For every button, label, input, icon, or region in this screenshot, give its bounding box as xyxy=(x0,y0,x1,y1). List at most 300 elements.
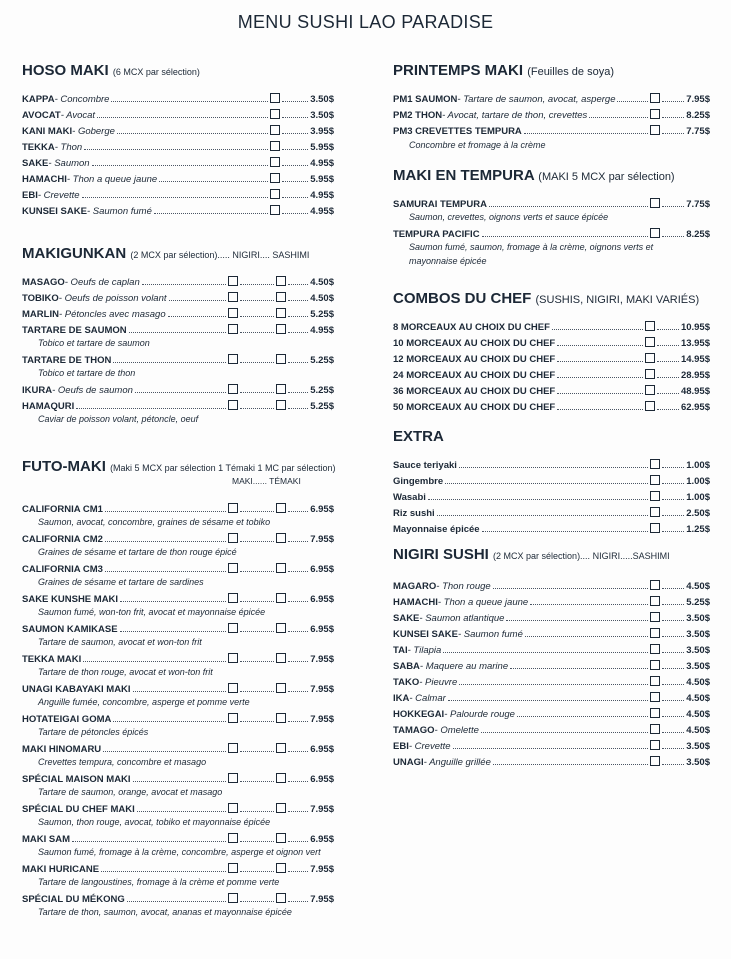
dotted-leader xyxy=(240,541,274,542)
order-checkbox[interactable] xyxy=(270,141,280,151)
dotted-leader xyxy=(445,483,648,484)
order-checkbox[interactable] xyxy=(645,369,655,379)
dotted-leader xyxy=(84,149,268,150)
nigiri-checkbox[interactable] xyxy=(228,533,238,543)
order-checkbox[interactable] xyxy=(645,321,655,331)
nigiri-checkbox[interactable] xyxy=(228,773,238,783)
item-name: Riz sushi xyxy=(393,508,435,519)
dotted-leader xyxy=(105,571,226,572)
menu-item-row xyxy=(393,89,710,105)
dotted-leader xyxy=(282,165,308,166)
dotted-leader xyxy=(530,604,648,605)
item-name: PM3 CREVETTES TEMPURA xyxy=(393,126,522,137)
item-price: 6.95$ xyxy=(310,624,334,635)
item-name: TARTARE DE SAUMON xyxy=(22,325,127,336)
item-price: 3.50$ xyxy=(686,613,710,624)
dotted-leader xyxy=(133,691,227,692)
item-note: Saumon fumé, won-ton frit, avocat et mayonnaise épicée xyxy=(38,607,266,617)
menu-item-row xyxy=(22,589,334,605)
nigiri-checkbox[interactable] xyxy=(228,276,238,286)
item-price: 4.95$ xyxy=(310,158,334,169)
hoso-maki-heading xyxy=(22,62,200,79)
item-price: 7.95$ xyxy=(686,94,710,105)
dotted-leader xyxy=(288,408,308,409)
dotted-leader xyxy=(288,332,308,333)
dotted-leader xyxy=(453,748,649,749)
order-checkbox[interactable] xyxy=(645,385,655,395)
item-description: - Saumon fumé xyxy=(457,629,523,640)
order-checkbox[interactable] xyxy=(650,459,660,469)
item-price: 7.95$ xyxy=(310,804,334,815)
combos-heading xyxy=(393,290,699,307)
printemps-maki-title: PRINTEMPS MAKI xyxy=(393,62,524,79)
item-price: 3.50$ xyxy=(310,110,334,121)
hoso-maki-title: HOSO MAKI xyxy=(22,62,109,79)
item-price: 7.95$ xyxy=(310,864,334,875)
nigiri-checkbox[interactable] xyxy=(228,713,238,723)
order-checkbox[interactable] xyxy=(650,596,660,606)
item-price: 4.50$ xyxy=(686,725,710,736)
item-name: UNAGI xyxy=(393,757,424,768)
nigiri-title: NIGIRI SUSHI xyxy=(393,546,489,563)
nigiri-checkbox[interactable] xyxy=(228,308,238,318)
item-price: 5.25$ xyxy=(310,309,334,320)
item-description: - Oeufs de poisson volant xyxy=(58,293,167,304)
printemps-maki-list xyxy=(393,89,710,137)
item-description: - Saumon fumé xyxy=(86,206,152,217)
order-checkbox[interactable] xyxy=(645,337,655,347)
nigiri-checkbox[interactable] xyxy=(228,653,238,663)
nigiri-checkbox[interactable] xyxy=(228,503,238,513)
dotted-leader xyxy=(662,206,684,207)
dotted-leader xyxy=(83,661,226,662)
nigiri-checkbox[interactable] xyxy=(228,324,238,334)
dotted-leader xyxy=(142,284,226,285)
order-checkbox[interactable] xyxy=(650,628,660,638)
menu-item-row xyxy=(393,624,710,640)
dotted-leader xyxy=(662,483,684,484)
sashimi-checkbox[interactable] xyxy=(276,683,286,693)
item-name: UNAGI KABAYAKI MAKI xyxy=(22,684,131,695)
dotted-leader xyxy=(240,871,274,872)
combos-title: COMBOS DU CHEF xyxy=(393,290,532,307)
item-name: SABA xyxy=(393,661,420,672)
dotted-leader xyxy=(137,811,226,812)
nigiri-checkbox[interactable] xyxy=(228,833,238,843)
order-checkbox[interactable] xyxy=(650,198,660,208)
menu-item-row xyxy=(22,529,334,545)
dotted-leader xyxy=(662,716,684,717)
dotted-leader xyxy=(240,284,274,285)
dotted-leader xyxy=(662,684,684,685)
item-name: TEKKA MAKI xyxy=(22,654,82,665)
nigiri-heading xyxy=(393,546,670,563)
dotted-leader xyxy=(288,871,308,872)
maki-tempura-heading xyxy=(393,167,675,184)
item-name: Sauce teriyaki xyxy=(393,460,457,471)
menu-item-row xyxy=(393,608,710,624)
dotted-leader xyxy=(240,811,274,812)
order-checkbox[interactable] xyxy=(270,189,280,199)
order-checkbox[interactable] xyxy=(270,109,280,119)
item-name: TARTARE DE THON xyxy=(22,355,112,366)
sashimi-checkbox[interactable] xyxy=(276,292,286,302)
sashimi-checkbox[interactable] xyxy=(276,276,286,286)
dotted-leader xyxy=(101,871,226,872)
dotted-leader xyxy=(662,620,684,621)
futo-maki-column-labels: MAKI...... TÉMAKI xyxy=(232,476,301,486)
item-description: - Thon xyxy=(54,142,83,153)
order-checkbox[interactable] xyxy=(650,507,660,517)
item-description: - Oeufs de saumon xyxy=(52,385,133,396)
order-checkbox[interactable] xyxy=(650,756,660,766)
item-name: SAKE xyxy=(22,158,49,169)
dotted-leader xyxy=(240,300,274,301)
menu-item-row xyxy=(393,656,710,672)
dotted-leader xyxy=(159,181,268,182)
item-price: 6.95$ xyxy=(310,594,334,605)
dotted-leader xyxy=(240,408,274,409)
menu-item-row xyxy=(22,169,334,185)
order-checkbox[interactable] xyxy=(270,125,280,135)
nigiri-checkbox[interactable] xyxy=(228,292,238,302)
dotted-leader xyxy=(113,721,226,722)
sashimi-checkbox[interactable] xyxy=(276,400,286,410)
dotted-leader xyxy=(662,101,684,102)
sashimi-checkbox[interactable] xyxy=(276,773,286,783)
sashimi-checkbox[interactable] xyxy=(276,623,286,633)
nigiri-checkbox[interactable] xyxy=(228,623,238,633)
dotted-leader xyxy=(443,652,648,653)
menu-item-row xyxy=(22,137,334,153)
item-price: 8.25$ xyxy=(686,229,710,240)
item-name: EBI xyxy=(393,741,409,752)
dotted-leader xyxy=(481,732,648,733)
item-price: 1.00$ xyxy=(686,460,710,471)
dotted-leader xyxy=(240,571,274,572)
order-checkbox[interactable] xyxy=(650,228,660,238)
item-note: Anguille fumée, concombre, asperge et pomme verte xyxy=(38,697,250,707)
item-description: - Avocat xyxy=(60,110,96,121)
item-name: MAGARO xyxy=(393,581,437,592)
nigiri-checkbox[interactable] xyxy=(228,803,238,813)
nigiri-checkbox[interactable] xyxy=(228,683,238,693)
dotted-leader xyxy=(240,316,274,317)
dotted-leader xyxy=(524,133,648,134)
sashimi-checkbox[interactable] xyxy=(276,833,286,843)
item-price: 4.50$ xyxy=(686,677,710,688)
menu-item-row xyxy=(393,105,710,121)
dotted-leader xyxy=(240,661,274,662)
menu-item-row xyxy=(393,121,710,137)
hoso-maki-subtitle: (6 MCX par sélection) xyxy=(112,67,200,77)
item-description: - Saumon atlantique xyxy=(419,613,505,624)
item-description: - Thon rouge xyxy=(436,581,491,592)
order-checkbox[interactable] xyxy=(650,580,660,590)
maki-tempura-title: MAKI EN TEMPURA xyxy=(393,167,535,184)
dotted-leader xyxy=(437,515,649,516)
item-price: 5.25$ xyxy=(310,401,334,412)
sashimi-checkbox[interactable] xyxy=(276,863,286,873)
order-checkbox[interactable] xyxy=(650,523,660,533)
order-checkbox[interactable] xyxy=(650,125,660,135)
order-checkbox[interactable] xyxy=(650,708,660,718)
item-name: TAI xyxy=(393,645,408,656)
menu-item-row xyxy=(22,499,334,515)
menu-item-row xyxy=(22,304,334,320)
dotted-leader xyxy=(105,511,226,512)
maki-tempura-list xyxy=(393,194,710,268)
makigunkan-subtitle: (2 MCX par sélection)..... NIGIRI.... SASHIMI xyxy=(130,250,310,260)
item-name: MAKI HURICANE xyxy=(22,864,100,875)
item-description: - Crevette xyxy=(408,741,451,752)
dotted-leader xyxy=(662,467,684,468)
makigunkan-list xyxy=(22,272,334,426)
nigiri-checkbox[interactable] xyxy=(228,400,238,410)
nigiri-checkbox[interactable] xyxy=(228,863,238,873)
item-name: PM2 THON xyxy=(393,110,443,121)
item-name: TOBIKO xyxy=(22,293,59,304)
item-name: CALIFORNIA CM1 xyxy=(22,504,103,515)
sashimi-checkbox[interactable] xyxy=(276,803,286,813)
order-checkbox[interactable] xyxy=(650,109,660,119)
order-checkbox[interactable] xyxy=(650,740,660,750)
item-price: 48.95$ xyxy=(680,386,710,397)
dotted-leader xyxy=(97,117,268,118)
dotted-leader xyxy=(92,165,269,166)
sashimi-checkbox[interactable] xyxy=(276,503,286,513)
item-name: TAKO xyxy=(393,677,420,688)
menu-item-row xyxy=(22,769,334,785)
order-checkbox[interactable] xyxy=(650,644,660,654)
item-name: Wasabi xyxy=(393,492,426,503)
item-description: - Anguille grillée xyxy=(423,757,491,768)
item-description: - Tilapia xyxy=(407,645,442,656)
item-name: KUNSEI SAKE xyxy=(22,206,87,217)
order-checkbox[interactable] xyxy=(650,491,660,501)
order-checkbox[interactable] xyxy=(645,353,655,363)
dotted-leader xyxy=(493,588,649,589)
order-checkbox[interactable] xyxy=(650,724,660,734)
nigiri-checkbox[interactable] xyxy=(228,563,238,573)
menu-item-row xyxy=(22,649,334,665)
item-name: SAUMON KAMIKASE xyxy=(22,624,118,635)
item-description: - Crevette xyxy=(37,190,80,201)
dotted-leader xyxy=(662,636,684,637)
menu-item-row xyxy=(22,679,334,695)
item-note: Tartare de pétoncles épicés xyxy=(38,727,149,737)
dotted-leader xyxy=(657,345,679,346)
dotted-leader xyxy=(662,700,684,701)
item-name: KUNSEI SAKE xyxy=(393,629,458,640)
item-price: 6.95$ xyxy=(310,564,334,575)
item-price: 3.50$ xyxy=(686,741,710,752)
item-price: 4.50$ xyxy=(686,693,710,704)
menu-item-row xyxy=(393,688,710,704)
nigiri-checkbox[interactable] xyxy=(228,893,238,903)
item-note: Saumon fumé, saumon, fromage à la crème, oignons verts et xyxy=(409,242,654,252)
item-name: 10 MORCEAUX AU CHOIX DU CHEF xyxy=(393,338,556,349)
item-description: - Thon a queue jaune xyxy=(437,597,529,608)
order-checkbox[interactable] xyxy=(650,612,660,622)
menu-item-row xyxy=(22,121,334,137)
dotted-leader xyxy=(448,700,648,701)
nigiri-list xyxy=(393,576,710,768)
sashimi-checkbox[interactable] xyxy=(276,384,286,394)
item-name: MAKI HINOMARU xyxy=(22,744,102,755)
dotted-leader xyxy=(288,392,308,393)
dotted-leader xyxy=(154,213,268,214)
dotted-leader xyxy=(133,781,227,782)
order-checkbox[interactable] xyxy=(270,93,280,103)
item-price: 7.95$ xyxy=(310,654,334,665)
dotted-leader xyxy=(557,345,643,346)
dotted-leader xyxy=(240,901,274,902)
item-name: SPÉCIAL MAISON MAKI xyxy=(22,774,131,785)
dotted-leader xyxy=(240,631,274,632)
menu-item-row xyxy=(22,185,334,201)
dotted-leader xyxy=(282,197,308,198)
order-checkbox[interactable] xyxy=(645,401,655,411)
sashimi-checkbox[interactable] xyxy=(276,593,286,603)
dotted-leader xyxy=(288,300,308,301)
item-price: 3.50$ xyxy=(686,629,710,640)
dotted-leader xyxy=(662,652,684,653)
dotted-leader xyxy=(240,721,274,722)
item-price: 3.95$ xyxy=(310,126,334,137)
dotted-leader xyxy=(489,206,648,207)
dotted-leader xyxy=(282,149,308,150)
menu-item-row xyxy=(393,592,710,608)
futo-maki-subtitle: (Maki 5 MCX par sélection 1 Témaki 1 MC par sélection) xyxy=(110,463,336,473)
item-note: Caviar de poisson volant, pétoncle, oeuf xyxy=(38,414,199,424)
dotted-leader xyxy=(82,197,269,198)
item-description: - Avocat, tartare de thon, crevettes xyxy=(442,110,588,121)
item-name: TEMPURA PACIFIC xyxy=(393,229,480,240)
item-price: 7.95$ xyxy=(310,534,334,545)
dotted-leader xyxy=(282,101,308,102)
item-name: MASAGO xyxy=(22,277,65,288)
order-checkbox[interactable] xyxy=(270,205,280,215)
item-description: - Saumon xyxy=(48,158,90,169)
dotted-leader xyxy=(113,362,226,363)
item-price: 4.50$ xyxy=(686,709,710,720)
item-price: 1.00$ xyxy=(686,492,710,503)
item-name: 8 MORCEAUX AU CHOIX DU CHEF xyxy=(393,322,550,333)
item-note: Graines de sésame et tartare de thon rouge épicé xyxy=(38,547,237,557)
dotted-leader xyxy=(240,601,274,602)
item-name: IKA xyxy=(393,693,410,704)
dotted-leader xyxy=(288,631,308,632)
item-price: 6.95$ xyxy=(310,774,334,785)
menu-item-row xyxy=(22,320,334,336)
item-name: SAKE xyxy=(393,613,420,624)
order-checkbox[interactable] xyxy=(650,676,660,686)
item-name: KANI MAKI xyxy=(22,126,73,137)
order-checkbox[interactable] xyxy=(270,173,280,183)
menu-item-row xyxy=(393,349,710,365)
dotted-leader xyxy=(282,117,308,118)
dotted-leader xyxy=(493,764,648,765)
menu-item-row xyxy=(393,381,710,397)
item-description: - Maquere au marine xyxy=(419,661,509,672)
sashimi-checkbox[interactable] xyxy=(276,743,286,753)
sashimi-checkbox[interactable] xyxy=(276,563,286,573)
item-price: 5.95$ xyxy=(310,174,334,185)
sashimi-checkbox[interactable] xyxy=(276,354,286,364)
dotted-leader xyxy=(288,362,308,363)
futo-maki-list xyxy=(22,499,334,919)
item-description: - Tartare de saumon, avocat, asperge xyxy=(457,94,616,105)
dotted-leader xyxy=(662,764,684,765)
dotted-leader xyxy=(662,236,684,237)
item-price: 4.95$ xyxy=(310,206,334,217)
sashimi-checkbox[interactable] xyxy=(276,893,286,903)
sashimi-checkbox[interactable] xyxy=(276,324,286,334)
futo-maki-heading xyxy=(22,458,335,475)
sashimi-checkbox[interactable] xyxy=(276,653,286,663)
menu-item-row xyxy=(22,799,334,815)
futo-maki-title: FUTO-MAKI xyxy=(22,458,106,475)
dotted-leader xyxy=(288,571,308,572)
order-checkbox[interactable] xyxy=(650,692,660,702)
extra-list xyxy=(393,455,710,535)
item-note: Saumon, thon rouge, avocat, tobiko et mayonnaise épicée xyxy=(38,817,271,827)
sashimi-checkbox[interactable] xyxy=(276,308,286,318)
dotted-leader xyxy=(288,511,308,512)
menu-item-row xyxy=(393,519,710,535)
menu-item-row xyxy=(22,709,334,725)
nigiri-checkbox[interactable] xyxy=(228,384,238,394)
item-note: Tartare de thon, saumon, avocat, ananas et mayonnaise épicée xyxy=(38,907,292,917)
menu-item-row xyxy=(22,380,334,396)
dotted-leader xyxy=(117,133,268,134)
item-price: 4.50$ xyxy=(686,581,710,592)
order-checkbox[interactable] xyxy=(650,475,660,485)
sashimi-checkbox[interactable] xyxy=(276,713,286,723)
dotted-leader xyxy=(657,409,679,410)
item-name: IKURA xyxy=(22,385,53,396)
order-checkbox[interactable] xyxy=(650,660,660,670)
dotted-leader xyxy=(282,213,308,214)
item-note: Tartare de saumon, orange, avocat et masago xyxy=(38,787,223,797)
item-note: Graines de sésame et tartare de sardines xyxy=(38,577,204,587)
sashimi-checkbox[interactable] xyxy=(276,533,286,543)
dotted-leader xyxy=(288,541,308,542)
nigiri-checkbox[interactable] xyxy=(228,354,238,364)
dotted-leader xyxy=(288,316,308,317)
item-name: HAMAQURI xyxy=(22,401,75,412)
nigiri-checkbox[interactable] xyxy=(228,743,238,753)
dotted-leader xyxy=(662,748,684,749)
extra-title: EXTRA xyxy=(393,428,444,445)
item-name: HAMACHI xyxy=(22,174,67,185)
dotted-leader xyxy=(288,601,308,602)
item-price: 6.95$ xyxy=(310,834,334,845)
dotted-leader xyxy=(120,631,227,632)
dotted-leader xyxy=(76,408,226,409)
item-note: Crevettes tempura, concombre et masago xyxy=(38,757,207,767)
order-checkbox[interactable] xyxy=(270,157,280,167)
menu-item-row xyxy=(22,201,334,217)
item-name: EBI xyxy=(22,190,38,201)
order-checkbox[interactable] xyxy=(650,93,660,103)
nigiri-checkbox[interactable] xyxy=(228,593,238,603)
dotted-leader xyxy=(240,511,274,512)
item-price: 1.25$ xyxy=(686,524,710,535)
dotted-leader xyxy=(288,901,308,902)
dotted-leader xyxy=(240,691,274,692)
